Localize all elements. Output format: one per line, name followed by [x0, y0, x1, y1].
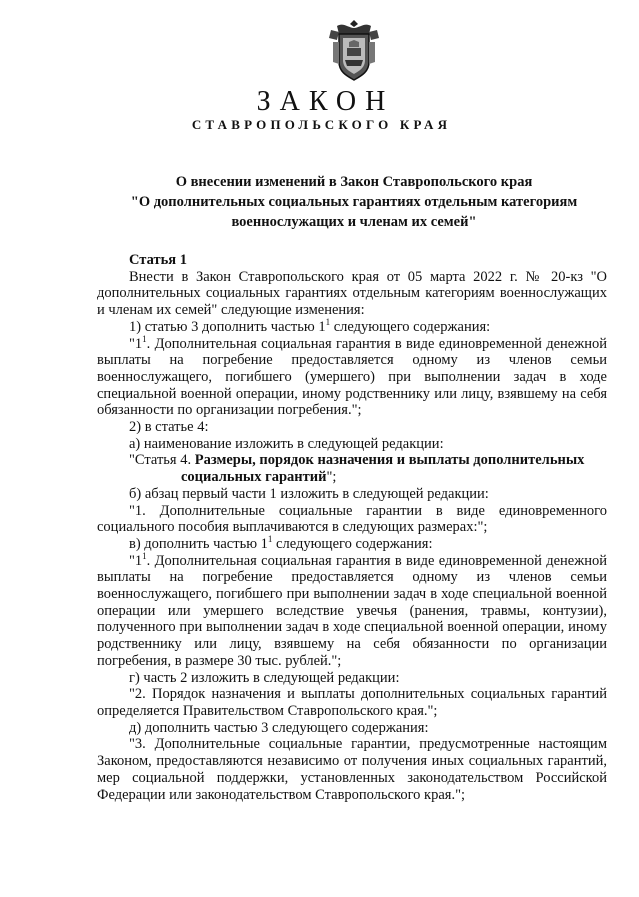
item-2a: а) наименование изложить в следующей редакции: — [129, 435, 444, 452]
document-heading — [100, 172, 608, 232]
coat-of-arms-emblem — [327, 18, 381, 82]
law-region: СТАВРОПОЛЬСКОГО КРАЯ — [191, 117, 452, 132]
item-2d: д) дополнить частью 3 следующего содержания: — [129, 719, 429, 736]
document-body — [97, 252, 607, 803]
item-2g: г) часть 2 изложить в следующей редакции: — [129, 669, 400, 686]
heading-line-3: военнослужащих и членам их семей" — [231, 214, 477, 230]
article-intro: Внести в Закон Ставропольского края от 05 марта 2022 г. № 20-кз "О дополнительных социальных гарантиях отдельным категориям военнослужащих и членам их семей" следующие изменения: — [97, 268, 607, 319]
item-1: 1) статью 3 дополнить частью $1^1$ следующего содержания: — [129, 316, 491, 335]
quote-6: "3. Дополнительные социальные гарантии, предусмотренные настоящим Законом, предоставляются независимо от получения иных социальных гарантий, мер социальной поддержки, установленных законодательством Российской Федерации или законодательством Ставропольского края."; — [97, 736, 607, 803]
quote-2-continuation: социальных гарантий"; — [181, 469, 337, 486]
quote-2: "Статья 4. Размеры, порядок назначения и выплаты дополнительных — [129, 452, 585, 469]
heading-line-1: О внесении изменений в Закон Ставропольского края — [175, 174, 533, 190]
law-title: ЗАКОН — [256, 86, 395, 117]
item-2v: в) дополнить частью $1^1$ следующего содержания: — [129, 534, 433, 552]
heading-line-2: "О дополнительных социальных гарантиях отдельным категориям — [130, 194, 578, 210]
quote-3: "1. Дополнительные социальные гарантии в виде единовременного социального пособия выплачиваются в следующих размерах:"; — [97, 502, 607, 536]
quote-4: "$1^1$. Дополнительная социальная гарантия в виде единовременной денежной выплаты на погребение предоставляется одному из членов семьи военнослужащего, погибшего при выполнении задач в ходе специальной военной операции или умершего вследствие увечья (ранения, травмы, контузии), полученного при выполнении задач в ходе специальной военной операции, иному родственнику или лицу, взявшему на себя обязанности по организации погребения, в размере 30 тыс. рублей."; — [97, 550, 607, 669]
article-title: Статья 1 — [129, 252, 187, 268]
quote-1: "$1^1$. Дополнительная социальная гарантия в виде единовременной денежной выплаты на погребение предоставляется одному из членов семьи военнослужащего, погибшего (умершего) при выполнении задач в ходе специальной военной операции, иному родственнику или лицу, взявшему на себя обязанности по организации погребения."; — [97, 333, 607, 419]
quote-5: "2. Порядок назначения и выплаты дополнительных социальных гарантий определяется Правительством Ставропольского края."; — [97, 686, 607, 719]
item-2b: б) абзац первый части 1 изложить в следующей редакции: — [129, 485, 489, 502]
item-2: 2) в статье 4: — [129, 419, 209, 436]
